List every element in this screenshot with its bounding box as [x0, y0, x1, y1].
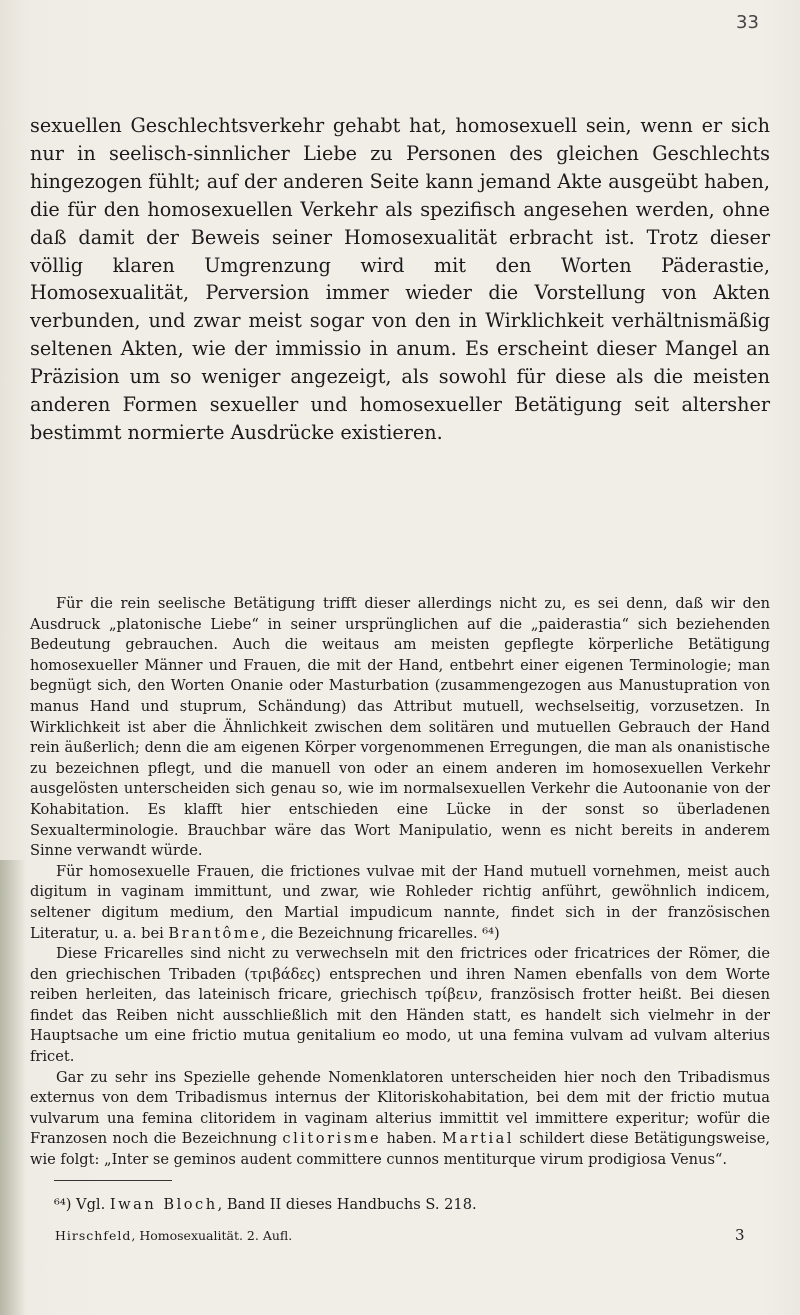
- term-clitorisme: clitorisme: [282, 1130, 382, 1148]
- footnote: [54, 1195, 770, 1215]
- author-name: Brantôme: [168, 924, 262, 942]
- paragraph-nomenclature: [30, 1068, 770, 1171]
- author-name: Martial: [441, 1130, 514, 1148]
- paragraph-tribades: Diese Fricarelles sind nicht zu verwechseln mit den frictrices oder fricatrices der Römer, die den griechischen Tribaden (τριβάδες) entsprechen und ihren Namen ebenfalls von dem Worte reiben herleiten, das lateinisch fricare, griechisch τρίβειν, französisch frotter heißt. Bei diesen findet das Reiben nicht ausschließlich mit den Händen statt, es handelt sich vielmehr in der Hauptsache um eine frictio mutua genitalium eo modo, ut una femina vulvam ad vulvam alterius fricet.: [30, 945, 770, 1066]
- paragraph-fricarelles: [30, 862, 770, 944]
- signature-title: , Homosexualität. 2. Aufl.: [131, 1228, 293, 1243]
- footnote-marker: ⁶⁴) Vgl.: [54, 1196, 110, 1213]
- paragraph-text: schildert diese Betätigungsweise, wie folgt: „Inter se geminos audent committere cunnos mentiturque virum prodigiosa Venus“.: [30, 1130, 770, 1169]
- paragraph-text: , die Bezeichnung fricarelles. ⁶⁴): [261, 924, 500, 942]
- main-paragraph: sexuellen Geschlechtsverkehr gehabt hat, homosexuell sein, wenn er sich nur in seelisch-sinnlicher Liebe zu Personen des gleichen Geschlechts hingezogen fühlt; auf der anderen Seite kann jemand Akte ausgeübt haben, die für den homosexuellen Verkehr als spezifisch angesehen werden, ohne daß damit der Beweis seiner Homosexualität erbracht ist. Trotz dieser völlig klaren Umgrenzung wird mit den Worten Päderastie, Homosexualität, Perversion immer wieder die Vorstellung von Akten verbunden, und zwar meist sogar von den in Wirklichkeit verhältnismäßig seltenen Akten, wie der immissio in anum. Es erscheint dieser Mangel an Präzision um so weniger angezeigt, als sowohl für diese als die meisten anderen Formen sexueller und homosexueller Betätigung seit altersher bestimmt normierte Ausdrücke existieren.: [30, 114, 770, 444]
- footnote-text: , Band II dieses Handbuchs S. 218.: [217, 1196, 477, 1213]
- sheet-signature: [55, 1228, 292, 1243]
- page-number: 33: [736, 12, 759, 33]
- paragraph-text: haben.: [381, 1130, 442, 1148]
- paragraph-text: Für homosexuelle Frauen, die frictiones vulvae mit der Hand mutuell vornehmen, meist auch digitum in vaginam immittunt, und zwar, wie Rohleder richtig anführt, gewöhnlich indicem, seltener digitum medium, den Martial impudicum nannte, findet sich in der französischen Literatur, u. a. bei: [30, 862, 770, 942]
- paragraph-platonic: Für die rein seelische Betätigung trifft dieser allerdings nicht zu, es sei denn, daß wir den Ausdruck „platonische Liebe“ in seiner ursprünglichen auf die „paiderastia“ sich beziehenden Bedeutung gebrauchen. Auch die weitaus am meisten gepflegte körperliche Betätigung homosexueller Männer und Frauen, die mit der Hand, entbehrt einer eigenen Terminologie; man begnügt sich, den Worten Onanie oder Masturbation (zusammengezogen aus Manustupration von manus Hand und stuprum, Schändung) das Attribut mutuell, wechselseitig, vorzusetzen. In Wirklichkeit ist aber die Ähnlichkeit zwischen dem solitären und mutuellen Gebrauch der Hand rein äußerlich; denn die am eigenen Körper vorgenommenen Erregungen, die man als onanistische zu bezeichnen pflegt, und die manuell von oder an einem anderen im homosexuellen Verkehr ausgelösten unterscheiden sich genau so, wie im normalsexuellen Verkehr die Autoonanie von der Kohabitation. Es klafft hier entschieden eine Lücke in der sonst so überladenen Sexualterminologie. Brauchbar wäre das Wort Manipulatio, wenn es nicht bereits in anderem Sinne verwandt würde.: [30, 595, 770, 860]
- signature-author: Hirschfeld: [55, 1228, 132, 1243]
- footnote-author: Iwan Bloch: [109, 1196, 218, 1213]
- footnote-divider: [54, 1180, 172, 1181]
- sheet-number: 3: [735, 1226, 745, 1244]
- page-edge-shadow: [0, 860, 26, 1315]
- paragraph-text: Gar zu sehr ins Spezielle gehende Nomenklatoren unterscheiden hier noch den Tribadismus externus von dem Tribadismus internus der Klitoriskohabitation, bei dem mit der frictio mutua vulvarum una femina clitoridem in vaginam alterius immittit vel immittere experitur; wofür die Franzosen noch die Bezeichnung: [30, 1068, 770, 1148]
- small-print-section: [30, 594, 770, 1171]
